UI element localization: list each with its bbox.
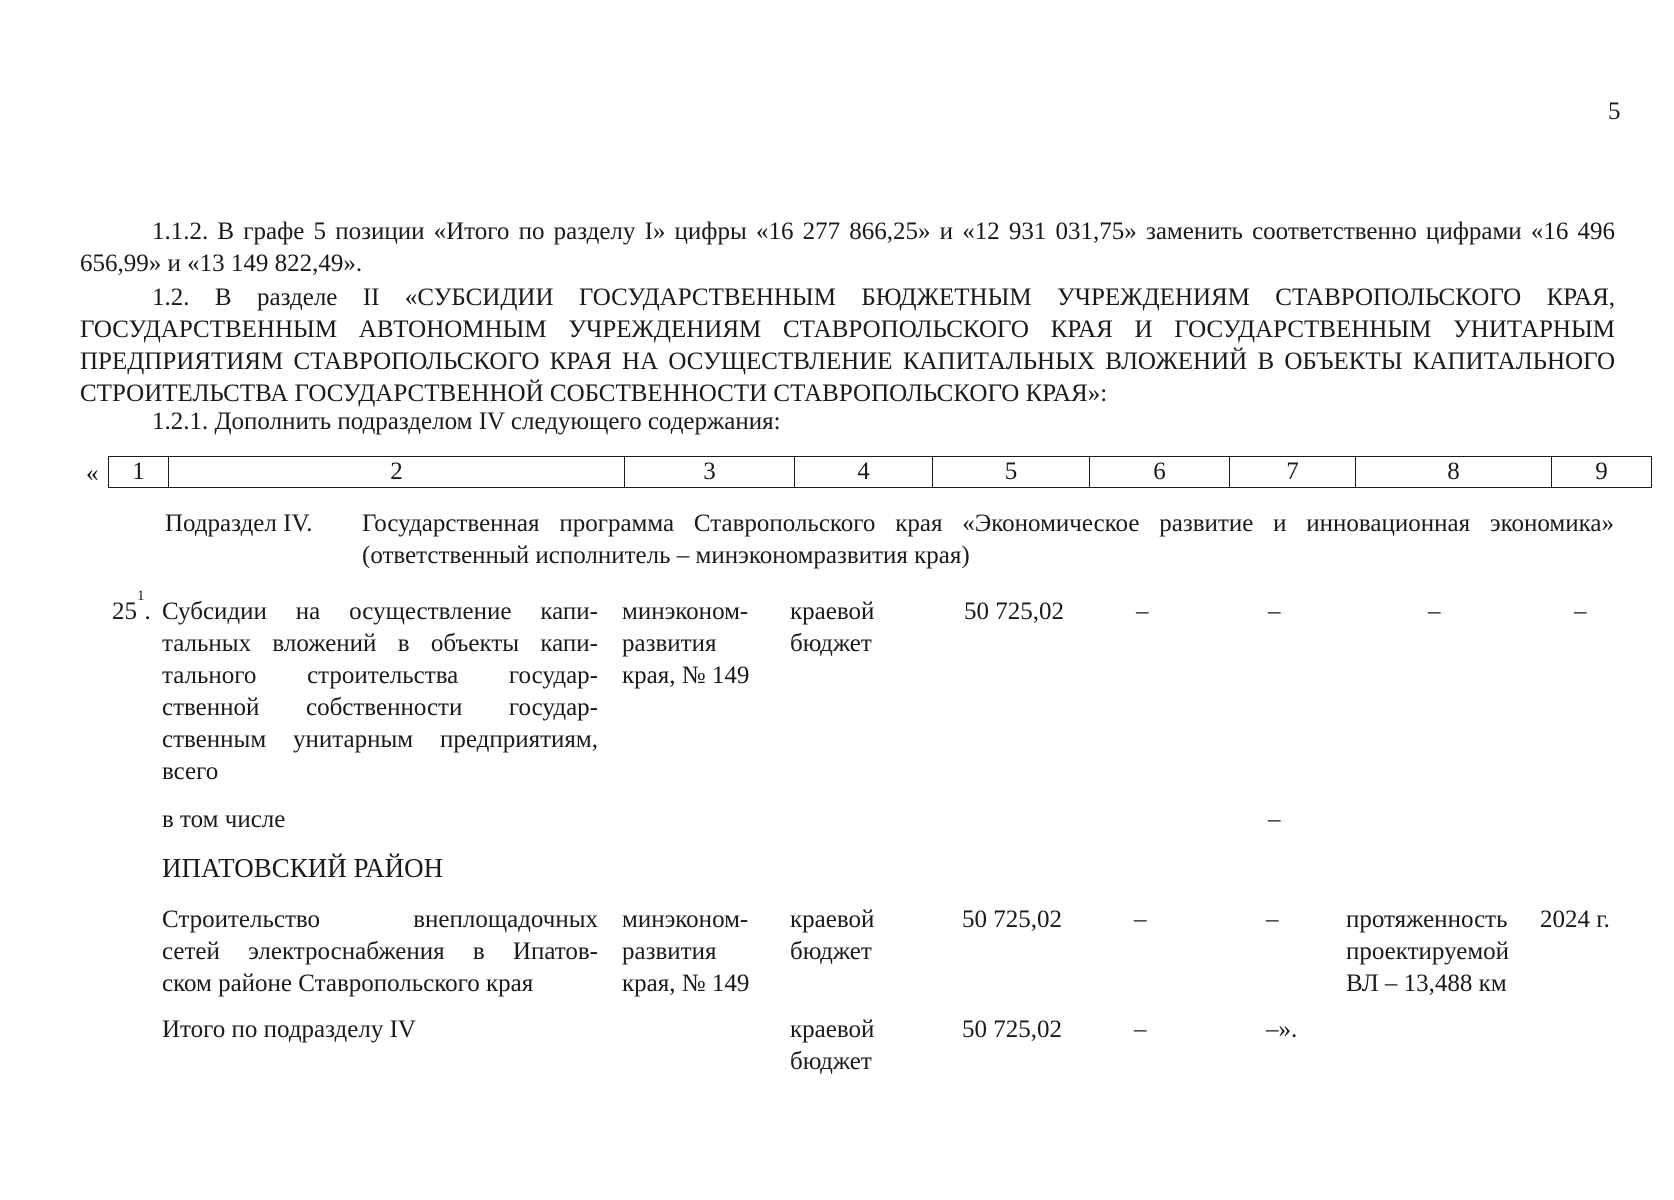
row-object-executor: минэконом- развития края, № 149 [622, 906, 750, 997]
row-main-source: краевой бюджет [790, 598, 875, 657]
row-object-col8: протяженность проектируемой ВЛ – 13,488 км [1346, 906, 1510, 997]
column-number-9: 9 [1595, 458, 1608, 485]
region-heading: ИПАТОВСКИЙ РАЙОН [162, 853, 444, 883]
row-object-col6: – [1134, 906, 1147, 933]
row-object-col7: – [1266, 906, 1279, 933]
row-main-col8: – [1428, 598, 1441, 625]
row-total-col6: – [1134, 1016, 1147, 1043]
column-number-1: 1 [109, 457, 169, 487]
column-number-8: 8 [1356, 457, 1552, 487]
row-object-source: краевой бюджет [790, 906, 875, 965]
row-including-col7: – [1268, 806, 1281, 833]
column-number-6: 6 [1090, 457, 1230, 487]
row-object-name: Строительство внеплощадочных сетей электроснабжения в Ипатов- ском районе Ставропольского края [162, 906, 598, 997]
row-main-executor: минэконом- развития края, № 149 [622, 598, 750, 689]
row-total-amount: 50 725,02 [962, 1016, 1062, 1043]
page-number: 5 [1608, 98, 1621, 125]
column-number-row [108, 456, 1652, 488]
column-number-7: 7 [1230, 457, 1356, 487]
column-number-3: 3 [625, 457, 795, 487]
row-main-col6: – [1136, 598, 1149, 625]
table-open-quote: « [86, 460, 99, 487]
row-main-col7: – [1268, 598, 1281, 625]
row-object-col9: 2024 г. [1540, 906, 1610, 933]
row-main-col9: – [1574, 598, 1587, 625]
column-number-2: 2 [169, 457, 625, 487]
row-total-source: краевой бюджет [790, 1016, 875, 1075]
column-number-4: 4 [795, 457, 933, 487]
row-main-amount: 50 725,02 [964, 598, 1064, 625]
paragraph-1-2-1: 1.2.1. Дополнить подразделом IV следующего содержания: [152, 408, 781, 435]
row-total-col7: –». [1266, 1016, 1298, 1043]
column-number-5: 5 [933, 457, 1090, 487]
row-main-name: Субсидии на осуществление капи- тальных вложений в объекты капи- тального строительства государ- ственной собственности государ- ственным унитарным предприятиям, всего [162, 598, 598, 785]
row-object-amount: 50 725,02 [962, 906, 1062, 933]
row-total-label: Итого по подразделу IV [162, 1016, 416, 1043]
paragraph-1-1-2: 1.1.2. В графе 5 позиции «Итого по разделу I» цифры «16 277 866,25» и «12 931 031,75» заменить соответственно цифрами «16 496 656,99» и «13 149 822,49». [80, 218, 1615, 277]
row-including-label: в том числе [162, 806, 286, 833]
subsection-title: Государственная программа Ставропольского края «Экономическое развитие и инновационная экономика» (ответственный исполнитель – минэкономразвития края) [362, 510, 1614, 569]
row-number: $25^1$. [112, 587, 151, 625]
subsection-label: Подраздел IV. [165, 510, 313, 537]
paragraph-1-2: 1.2. В разделе II «СУБСИДИИ ГОСУДАРСТВЕННЫМ БЮДЖЕТНЫМ УЧРЕЖДЕНИЯМ СТАВРОПОЛЬСКОГО КРАЯ, ГОСУДАРСТВЕННЫМ АВТОНОМНЫМ УЧРЕЖДЕНИЯМ СТАВРОПОЛЬСКОГО КРАЯ И ГОСУДАРСТВЕННЫМ УНИТАРНЫМ ПРЕДПРИЯТИЯМ СТАВРОПОЛЬСКОГО КРАЯ НА ОСУЩЕСТВЛЕНИЕ КАПИТАЛЬНЫХ ВЛОЖЕНИЙ В ОБЪЕКТЫ КАПИТАЛЬНОГО СТРОИТЕЛЬСТВА ГОСУДАРСТВЕННОЙ СОБСТВЕННОСТИ СТАВРОПОЛЬСКОГО КРАЯ»: [80, 284, 1615, 407]
